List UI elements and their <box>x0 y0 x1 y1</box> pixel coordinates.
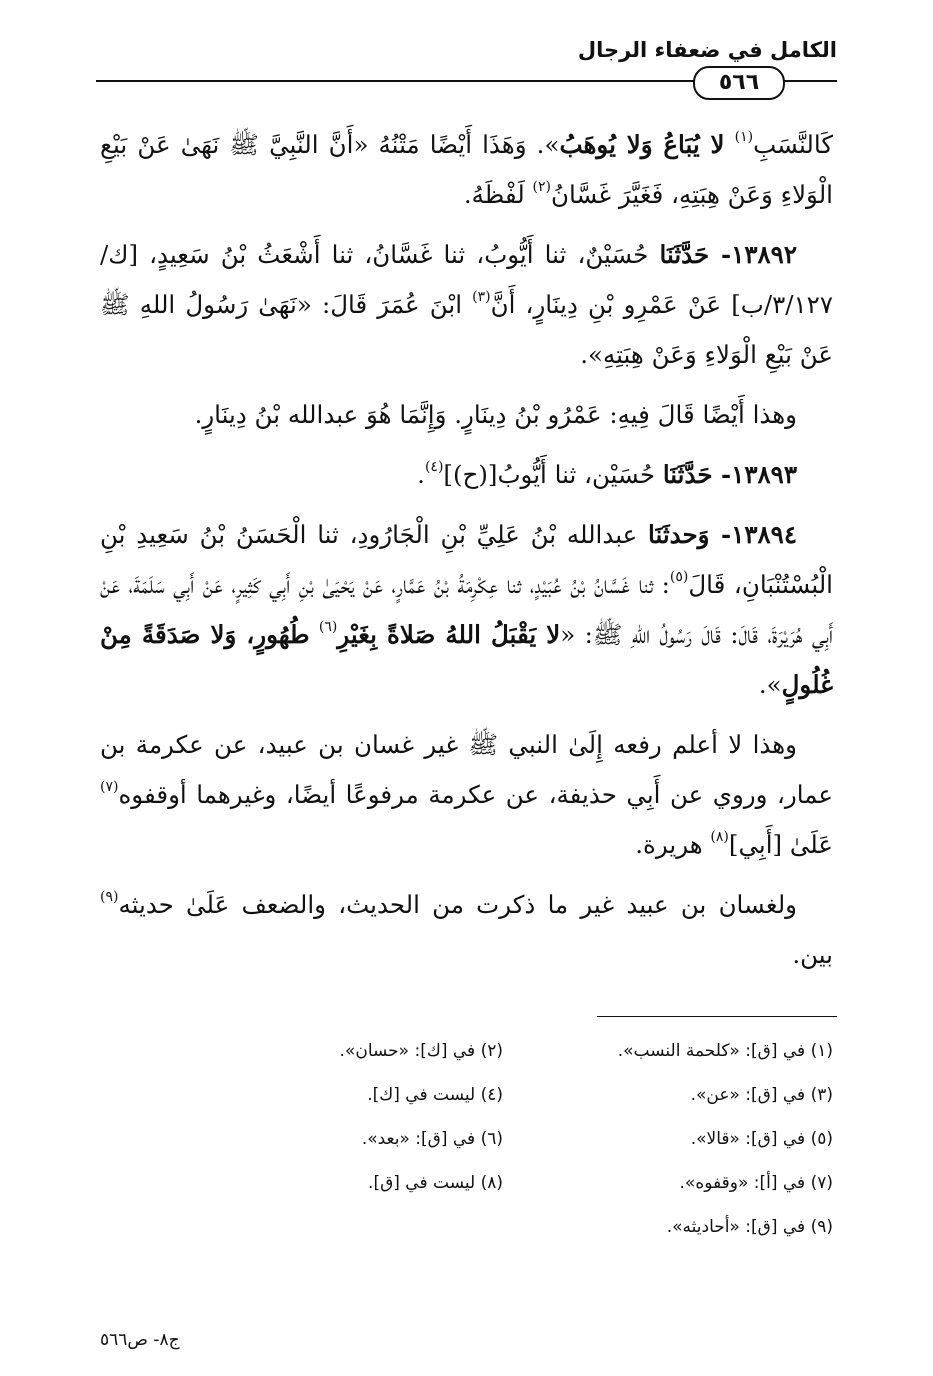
folio: ج٨- ص٥٦٦ <box>100 1330 180 1350</box>
footnote-ref: (٣) <box>472 289 491 305</box>
text <box>725 130 735 159</box>
commentary-paragraph <box>100 880 833 980</box>
footnote-ref: (١) <box>734 129 754 145</box>
commentary-paragraph <box>100 390 833 440</box>
footnote-ref: (٥) <box>669 569 689 585</box>
footnote-8: (٨) ليست في [ق]. <box>368 1173 503 1193</box>
footnote-5: (٥) في [ق]: «قالا». <box>690 1129 833 1149</box>
text: ابْنَ عُمَرَ قَالَ: «نَهَىٰ رَسُولُ اللهِ ﷺ عَنْ بَيْعِ الْوَلاءِ وَعَنْ هِبَتِهِ». <box>100 290 833 369</box>
text: : ثنا غَسَّانُ بْنُ عُبَيْدٍ، ثنا عِكْرِمَةُ بْنُ عَمَّارٍ، عَنْ يَحْيَىٰ بْنِ أَبِي كَثِيرٍ، عَنْ أَبِي سَلَمَةَ، عَنْ أَبِي هُرَيْرَةَ، قَالَ: قَالَ رَسُولُ اللهِ ﷺ: « <box>100 570 833 649</box>
text: عبدالله بْنُ عَلِيِّ بْنِ الْجَارُودِ، ثنا الْحَسَنُ بْنُ سَعِيدِ بْنِ الْبُسْتُنْبَانِ، قَالَ <box>100 520 833 599</box>
footnote-ref: (٨) <box>710 829 729 845</box>
hadith-number: ١٣٨٩٤- وَحدثَنَا <box>648 520 797 549</box>
hadith-13892 <box>100 230 833 380</box>
footnote-ref: (٧) <box>100 779 119 795</box>
footnote-rule <box>597 1016 837 1017</box>
text: ». وَهَذَا أَيْضًا مَتْنُهُ «أَنَّ النَّبِيَّ ﷺ نَهَىٰ عَنْ بَيْعِ الْوَلاءِ وَعَنْ هِبَتِهِ، فَغَيَّرَ غَسَّانُ <box>100 130 833 209</box>
text: وهذا أَيْضًا قَالَ فِيهِ: عَمْرُو بْنُ دِينَارٍ. وَإِنَّمَا هُوَ عبدالله بْنُ دِينَارٍ. <box>194 400 797 429</box>
text: حُسَيْنٌ، ثنا أَيُّوبُ، ثنا غَسَّانُ، ثنا أَشْعَثُ بْنُ سَعِيدٍ، [ك/٣/١٢٧/ب] عَنْ عَمْرِو بْنِ دِينَارٍ، أَنَّ <box>100 240 834 319</box>
text: . <box>417 460 425 489</box>
footnote-2: (٢) في [ك]: «حسان». <box>339 1041 503 1061</box>
text: ». <box>758 670 782 699</box>
body-text <box>100 120 833 990</box>
text: كَالنَّسَبِ <box>753 130 833 159</box>
text <box>310 620 319 649</box>
paragraph-1 <box>100 120 833 220</box>
footnote-ref: (٦) <box>318 619 338 635</box>
footnote-3: (٣) في [ق]: «عن». <box>690 1085 833 1105</box>
hadith-number: ١٣٨٩٣- حَدَّثَنَا <box>662 460 797 489</box>
footnote-9: (٩) في [ق]: «أحاديثه». <box>666 1217 833 1237</box>
commentary-paragraph <box>100 720 833 870</box>
footnote-ref: (٤) <box>424 459 444 475</box>
text: عَلَىٰ [أَبِي] <box>728 830 833 859</box>
hadith-quote: طُهُورٍ، وَلا صَدَقَةً مِنْ غُلُولٍ <box>100 620 833 699</box>
running-title: الكامل في ضعفاء الرجال <box>577 38 837 62</box>
footnote-6: (٦) في [ق]: «بعد». <box>361 1129 503 1149</box>
text: ولغسان بن عبيد غير ما ذكرت من الحديث، والضعف عَلَىٰ حديثه <box>118 890 797 919</box>
hadith-quote: لا يُبَاعُ وَلا يُوهَبُ <box>559 130 725 159</box>
footnote-ref: (٢) <box>532 179 551 195</box>
text: حُسَيْن، ثنا أَيُّوبُ[(ح)] <box>443 460 663 489</box>
footnote-7: (٧) في [أ]: «وقفوه». <box>679 1173 833 1193</box>
footnote-4: (٤) ليست في [ك]. <box>367 1085 503 1105</box>
hadith-number: ١٣٨٩٢- حَدَّثَنَا <box>659 240 797 269</box>
footnotes <box>173 1034 833 1244</box>
text: بين. <box>792 940 833 969</box>
text: هريرة. <box>635 830 711 859</box>
hadith-quote: لا يَقْبَلُ اللهُ صَلاةً بِغَيْرِ <box>337 620 561 649</box>
page-number: ٥٦٦ <box>693 66 785 100</box>
hadith-13894 <box>100 510 833 710</box>
text: وهذا لا أعلم رفعه إِلَىٰ النبي ﷺ غير غسان بن عبيد، عن عكرمة بن عمار، وروي عن أَبِي حذيفة، عن عكرمة مرفوعًا أيضًا، وغيرهما أوقفوه <box>100 730 833 809</box>
hadith-13893 <box>100 450 833 500</box>
text: لَفْظَهُ. <box>463 180 533 209</box>
footnote-1: (١) في [ق]: «كلحمة النسب». <box>617 1041 833 1061</box>
footnote-ref: (٩) <box>100 889 119 905</box>
